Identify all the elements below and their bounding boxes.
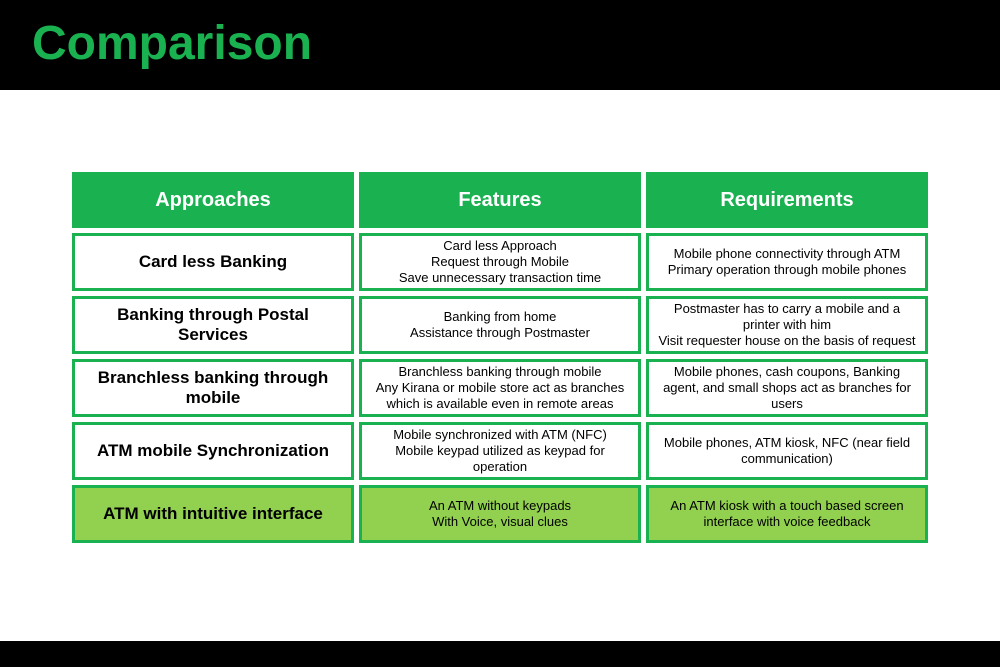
page-title: Comparison <box>32 17 313 70</box>
requirements-cell: Mobile phones, ATM kiosk, NFC (near field communication) <box>646 422 928 480</box>
header-requirements: Requirements <box>646 172 928 228</box>
requirements-cell: An ATM kiosk with a touch based screen interface with voice feedback <box>646 485 928 543</box>
features-cell: Branchless banking through mobile Any Kirana or mobile store act as branches which is available even in remote areas <box>359 359 641 417</box>
features-cell: An ATM without keypads With Voice, visual clues <box>359 485 641 543</box>
header-approaches: Approaches <box>72 172 354 228</box>
requirements-cell: Mobile phone connectivity through ATM Primary operation through mobile phones <box>646 233 928 291</box>
approach-cell: ATM mobile Synchronization <box>72 422 354 480</box>
comparison-table <box>72 172 928 543</box>
approach-cell: Branchless banking through mobile <box>72 359 354 417</box>
title-bar <box>0 0 1000 90</box>
requirements-cell: Mobile phones, cash coupons, Banking agent, and small shops act as branches for users <box>646 359 928 417</box>
header-features: Features <box>359 172 641 228</box>
approach-cell: Card less Banking <box>72 233 354 291</box>
approach-cell: Banking through Postal Services <box>72 296 354 354</box>
requirements-cell: Postmaster has to carry a mobile and a printer with him Visit requester house on the basis of request <box>646 296 928 354</box>
features-cell: Mobile synchronized with ATM (NFC) Mobile keypad utilized as keypad for operation <box>359 422 641 480</box>
bottom-bar <box>0 641 1000 667</box>
approach-cell: ATM with intuitive interface <box>72 485 354 543</box>
features-cell: Card less Approach Request through Mobile Save unnecessary transaction time <box>359 233 641 291</box>
features-cell: Banking from home Assistance through Postmaster <box>359 296 641 354</box>
